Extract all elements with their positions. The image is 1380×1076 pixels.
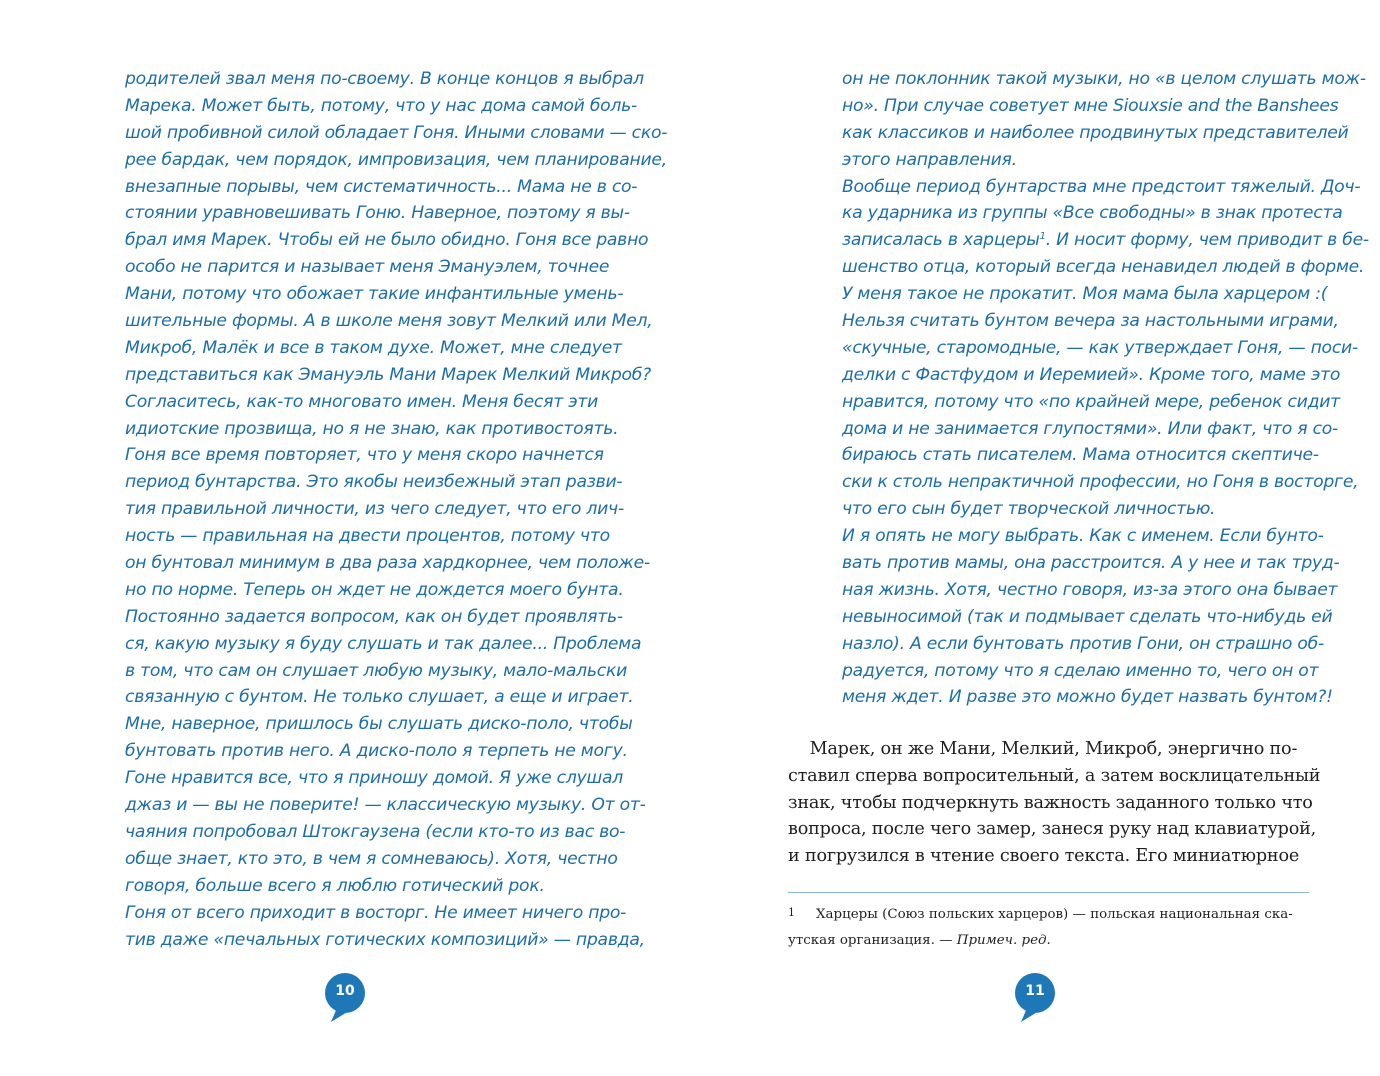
blog-line: родителей звал меня по-своему. В конце концов я выбрал [125,69,644,89]
footnote-number: 1 [788,906,795,919]
blog-line: этого направления. [842,149,1017,170]
blog-line: радуется, потому что я сделаю именно то, чего он от [842,660,1319,681]
blog-line: что его сын будет творческой личностью. [842,499,1216,520]
left-blog-text [125,66,668,953]
blog-line: Гоня все время повторяет, что у меня скоро начнется [125,445,604,466]
blog-line: меня ждет. И разве это можно будет назвать бунтом?! [842,687,1333,708]
page-number-left: 10 [335,983,355,999]
prose-line: знак, чтобы подчеркнуть важность заданного только что [788,792,1313,813]
blog-line: представиться как Эмануэль Мани Марек Мелкий Микроб? [125,364,651,385]
blog-line: Марека. Может быть, потому, что у нас дома самой боль- [125,95,638,116]
narrative-prose [788,736,1321,870]
footnote-line-2: утская организация. — Примеч. ред. [788,933,1051,948]
blog-line: ски к столь непрактичной профессии, но Гоня в восторге, [842,472,1359,493]
blog-line: делки с Фастфудом и Иеремией». Кроме того, маме это [842,364,1341,385]
blog-line: обще знает, кто это, в чем я сомневаюсь). Хотя, честно [125,848,618,869]
blog-line: невыносимой (так и подмывает сделать что-нибудь ей [842,606,1333,627]
blog-line: ная жизнь. Хотя, честно говоря, из-за этого она бывает [842,579,1338,600]
blog-line: бунтовать против него. А диско-поло я терпеть не могу. [125,741,628,762]
blog-line: вать против мамы, она расстроится. А у нее и так труд- [842,553,1340,574]
page-number-badge-left [323,972,367,1024]
blog-line: Мне, наверное, пришлось бы слушать диско-поло, чтобы [125,714,633,735]
blog-line: шенство отца, который всегда ненавидел людей в форме. [842,257,1365,278]
blog-line: рее бардак, чем порядок, импровизация, чем планирование, [125,149,667,170]
blog-line: в том, что сам он слушает любую музыку, мало-мальски [125,660,628,681]
footnote-line-1: 1 Харцеры (Союз польских харцеров) — польская национальная ска- [788,900,1318,928]
prose-line: вопроса, после чего замер, занеся руку над клавиатурой, [788,819,1317,840]
right-page [690,0,1380,1076]
blog-line: говоря, больше всего я люблю готический рок. [125,875,545,896]
blog-line: он не поклонник такой музыки, но «в целом слушать мож- [842,69,1366,89]
blog-line: внезапные порывы, чем систематичность... Мама не в со- [125,176,638,197]
blog-line: Вообще период бунтарства мне предстоит тяжелый. Доч- [842,176,1361,197]
blog-line: тия правильной личности, из чего следует, что его лич- [125,499,624,520]
blog-line: нравится, потому что «по крайней мере, ребенок сидит [842,391,1340,412]
blog-line: ка ударника из группы «Все свободны» в знак протеста [842,203,1343,224]
blog-line: он бунтовал минимум в два раза хардкорнее, чем положе- [125,553,650,574]
blog-line: стоянии уравновешивать Гоню. Наверное, поэтому я вы- [125,203,630,224]
blog-line: идиотские прозвища, но я не знаю, как противостоять. [125,418,619,439]
right-blog-text [842,66,1369,711]
blog-line: Мани, потому что обожает такие инфантильные умень- [125,284,624,305]
blog-line: Гоне нравится все, что я приношу домой. Я уже слушал [125,768,624,789]
page-number-right: 11 [1025,983,1045,999]
blog-line: связанную с бунтом. Не только слушает, а еще и играет. [125,687,634,708]
blog-line: Микроб, Малёк и все в таком духе. Может, мне следует [125,337,622,358]
blog-line: тив даже «печальных готических композиций» — правда, [125,929,645,950]
blog-line: У меня такое не прокатит. Моя мама была харцером :( [842,284,1328,305]
blog-line: особо не парится и называет меня Эмануэлем, точнее [125,257,610,278]
blog-line: И я опять не могу выбрать. Как с именем. Если бунто- [842,526,1324,547]
blog-line: но по норме. Теперь он ждет не дождется моего бунта. [125,579,624,600]
blog-line-with-footnote: записалась в харцеры$^1$. И носит форму, чем приводит в бе- [842,230,1369,251]
blog-line: шительные формы. А в школе меня зовут Мелкий или Мел, [125,311,653,332]
blog-line: Гоня от всего приходит в восторг. Не имеет ничего про- [125,902,627,923]
blog-line: ся, какую музыку я буду слушать и так далее... Проблема [125,633,642,654]
page-number-badge-right [1013,972,1057,1024]
blog-line: Постоянно задается вопросом, как он будет проявлять- [125,606,623,627]
blog-line: назло). А если бунтовать против Гони, он страшно об- [842,633,1324,654]
blog-line: джаз и — вы не поверите! — классическую музыку. От от- [125,795,646,816]
blog-line: шой пробивной силой обладает Гоня. Иными словами — ско- [125,122,668,143]
blog-line: ность — правильная на двести процентов, потому что [125,526,610,547]
blog-line: «скучные, старомодные, — как утверждает Гоня, — поси- [842,337,1358,358]
footnote [788,900,1318,954]
editor-note: Примеч. ред. [956,933,1051,948]
blog-line: бираюсь стать писателем. Мама относится скептиче- [842,445,1319,466]
footnote-divider [788,892,1309,893]
blog-line: как классиков и наиболее продвинутых представителей [842,122,1349,143]
blog-line: дома и не занимается глупостями». Или факт, что я со- [842,418,1338,439]
footnote-ref[interactable]: 1 [1039,231,1046,243]
blog-line: период бунтарства. Это якобы неизбежный этап разви- [125,472,623,493]
blog-line: брал имя Марек. Чтобы ей не было обидно. Гоня все равно [125,230,649,251]
blog-line: но». При случае советует мне Siouxsie and the Banshees [842,95,1339,116]
prose-line: ставил сперва вопросительный, а затем восклицательный [788,765,1321,786]
prose-line: и погрузился в чтение своего текста. Его миниатюрное [788,846,1300,867]
blog-line: Согласитесь, как-то многовато имен. Меня бесят эти [125,391,599,412]
blog-line: чаяния попробовал Штокгаузена (если кто-то из вас во- [125,821,626,842]
blog-line: Нельзя считать бунтом вечера за настольными играми, [842,311,1339,332]
prose-line: Марек, он же Мани, Мелкий, Микроб, энергично по- [788,739,1298,759]
